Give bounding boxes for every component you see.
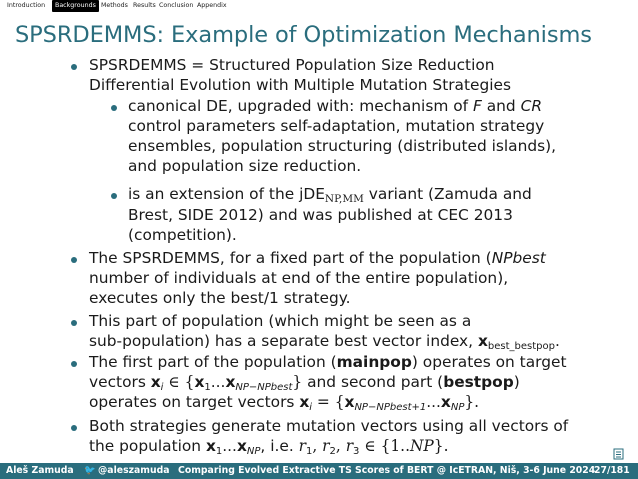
b5-one: 1 xyxy=(215,446,223,457)
b4-sub-np: NP−NPbest xyxy=(235,382,293,393)
b4-close-dot: }. xyxy=(464,393,480,411)
nav-introduction[interactable]: Introduction xyxy=(7,2,46,9)
b1b-line-2: Brest, SIDE 2012) and was published at CEC 2013 xyxy=(128,206,513,224)
nav-results[interactable]: Results xyxy=(133,2,156,9)
b4-x1: x xyxy=(194,373,205,391)
nav-appendix[interactable]: Appendix xyxy=(197,2,227,9)
b5-r3: r xyxy=(345,437,354,455)
b4-dots2: ... xyxy=(426,393,441,411)
b5-end: }. xyxy=(433,437,449,455)
b1b-line-1 xyxy=(128,185,532,205)
bullet-dot xyxy=(71,257,77,263)
bullet-dot xyxy=(71,320,77,326)
b5-ie: , i.e. xyxy=(260,437,299,455)
b2-line-2: number of individuals at end of the entire population), xyxy=(89,269,509,287)
footer-handle: @aleszamuda xyxy=(98,465,170,476)
b1b-subscript: NP,MM xyxy=(324,193,364,205)
slide-title: SPSRDEMMS: Example of Optimization Mechanisms xyxy=(15,22,592,48)
b1a-line-3: ensembles, population structuring (distributed islands), xyxy=(128,137,557,155)
b4-close: } xyxy=(292,373,303,391)
b5-x1: x xyxy=(205,437,216,455)
b5-setnp: NP xyxy=(409,437,434,455)
b4-text-1: The first part of the population ( xyxy=(89,353,337,371)
bullet-dot xyxy=(71,361,77,367)
b4-line-1 xyxy=(89,353,566,373)
bullet-dot xyxy=(71,64,77,70)
b1a-CR: CR xyxy=(520,97,543,115)
b4-text-2: ) operates on target xyxy=(411,353,567,371)
b4-x3: x xyxy=(299,393,310,411)
b5-r2-sub: 2 xyxy=(329,446,336,457)
b1a-and: and xyxy=(481,97,521,115)
b4-i: i xyxy=(160,382,164,393)
b1a-text-1: canonical DE, upgraded with: mechanism of xyxy=(128,97,473,115)
b2-line-1 xyxy=(89,249,546,269)
b1b-text-1: is an extension of the jDE xyxy=(128,185,325,203)
b3-subscript: best_bestpop xyxy=(487,341,555,352)
b5-line-1: Both strategies generate mutation vectors using all vectors of xyxy=(89,417,569,435)
b5-comma2: , xyxy=(335,437,346,455)
b4-i2: i xyxy=(309,402,313,413)
b1a-line-1 xyxy=(128,97,542,117)
b4-x2: x xyxy=(225,373,236,391)
navigation-symbol-icon[interactable] xyxy=(613,448,624,460)
b4-sub-np2: NP−NPbest+1 xyxy=(354,402,427,413)
b4-line-2 xyxy=(89,373,520,393)
b5-np: NP xyxy=(246,446,261,457)
b1-line-2: Differential Evolution with Multiple Mutation Strategies xyxy=(89,76,512,94)
b2-text-1: The SPSRDEMMS, for a fixed part of the population ( xyxy=(89,249,492,267)
b3-text-1: sub-population) has a separate best vector index, xyxy=(89,332,478,350)
b4-eq: = { xyxy=(312,393,345,411)
b4-mainpop: mainpop xyxy=(336,353,412,371)
footer-page: 27/181 xyxy=(594,465,630,476)
b5-comma1: , xyxy=(312,437,323,455)
b5-r1: r xyxy=(298,437,306,455)
b3-line-1: This part of population (which might be seen as a xyxy=(89,312,472,330)
b4-vectors: vectors xyxy=(89,373,151,391)
b1b-text-2: variant (Zamuda and xyxy=(363,185,532,203)
nav-conclusion[interactable]: Conclusion xyxy=(159,2,194,9)
sub-bullet-dot xyxy=(111,193,117,199)
b4-dots: ... xyxy=(210,373,226,391)
footer-twitter-icon: 🐦 xyxy=(84,465,96,476)
b5-x2: x xyxy=(236,437,247,455)
b4-x4: x xyxy=(344,393,355,411)
b1-line-1: SPSRDEMMS = Structured Population Size Reduction xyxy=(89,56,495,74)
footer-talk: Comparing Evolved Extractive TS Scores of BERT @ IcETRAN, Niš, 3-6 June 2024 xyxy=(178,465,596,476)
nav-backgrounds[interactable]: Backgrounds xyxy=(52,0,99,12)
b2-npbest: NPbest xyxy=(491,249,546,267)
b1a-line-2: control parameters self-adaptation, mutation strategy xyxy=(128,117,545,135)
b4-text-4: ) xyxy=(513,373,520,391)
b5-set: ∈ {1.. xyxy=(359,437,410,455)
slide-footer xyxy=(0,463,638,479)
b1a-line-4: and population size reduction. xyxy=(128,157,362,175)
b3-dot: . xyxy=(554,332,560,350)
b4-line-3 xyxy=(89,393,479,413)
b4-one: 1 xyxy=(204,382,211,393)
b5-dots: ... xyxy=(222,437,237,455)
bullet-dot xyxy=(71,425,77,431)
b4-x5: x xyxy=(440,393,451,411)
b4-in: ∈ { xyxy=(163,373,195,391)
sub-bullet-dot xyxy=(111,105,117,111)
b5-r3-sub: 3 xyxy=(353,446,360,457)
b3-line-2 xyxy=(89,332,560,352)
b4-x: x xyxy=(150,373,161,391)
b4-text-3: and second part ( xyxy=(302,373,444,391)
b4-text-5: operates on target vectors xyxy=(89,393,300,411)
b5-r1-sub: 1 xyxy=(305,446,313,457)
b5-line-2 xyxy=(89,437,448,457)
b2-line-3: executes only the best/1 strategy. xyxy=(89,289,351,307)
b5-r2: r xyxy=(322,437,330,455)
b1a-F: F xyxy=(472,97,482,115)
nav-methods[interactable]: Methods xyxy=(101,2,128,9)
b4-bestpop: bestpop xyxy=(443,373,514,391)
footer-author: Aleš Zamuda xyxy=(6,465,74,476)
b1b-line-3: (competition). xyxy=(128,226,237,244)
b5-text-1: the population xyxy=(89,437,206,455)
b4-sub-np3: NP xyxy=(450,402,465,413)
b3-x: x xyxy=(477,332,488,350)
